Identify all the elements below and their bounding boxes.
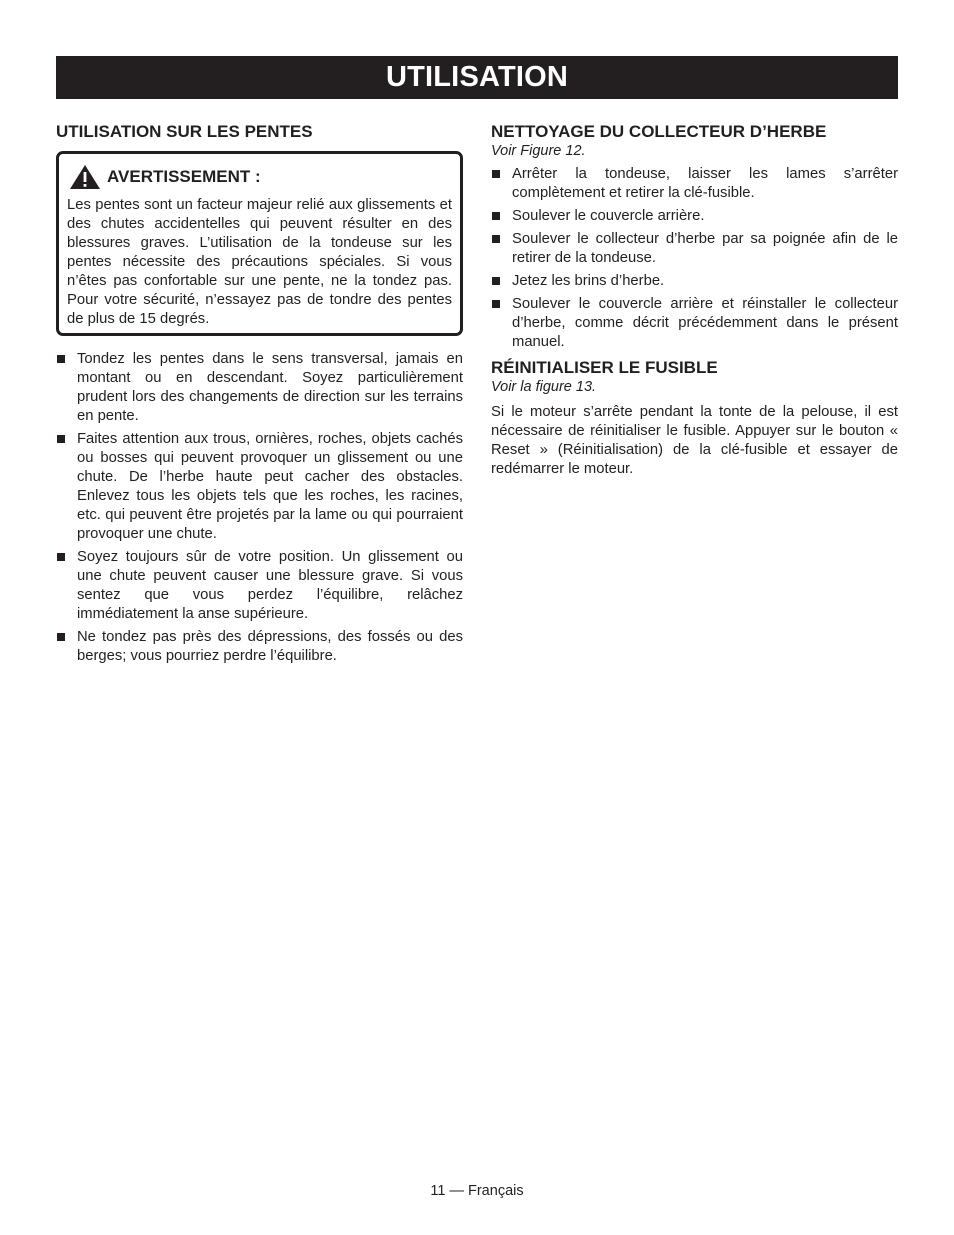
warning-title: AVERTISSEMENT : (107, 167, 261, 186)
warning-triangle-icon (69, 164, 101, 190)
bullet-square-icon (57, 633, 65, 641)
list-item-text: Faites attention aux trous, ornières, roches, objets cachés ou bosses qui peuvent provoquer un glissement ou une chute. De l’herbe haute peut cacher des obstacles. Enlevez tous les objets tels que les roches, les racines, etc. qui peuvent être projetés par la lame ou qui pourraient provoquer une chute. (77, 431, 463, 542)
page-banner (56, 56, 898, 99)
list-item-text: Soulever le couvercle arrière. (512, 208, 705, 224)
list-item-text: Ne tondez pas près des dépressions, des fossés ou des berges; vous pourriez perdre l’équilibre. (77, 629, 463, 664)
bullet-square-icon (492, 235, 500, 243)
bullet-square-icon (492, 277, 500, 285)
slopes-heading: UTILISATION SUR LES PENTES (56, 122, 313, 141)
list-item (491, 165, 898, 203)
right-column (491, 122, 898, 479)
warning-box (56, 151, 463, 336)
list-item (56, 430, 463, 544)
list-item (491, 207, 898, 226)
list-item (491, 272, 898, 291)
list-item-text: Arrêter la tondeuse, laisser les lames s’arrêter complètement et retirer la clé-fusible. (512, 166, 898, 201)
list-item (56, 548, 463, 624)
bullet-square-icon (492, 212, 500, 220)
list-item-text: Soyez toujours sûr de votre position. Un glissement ou une chute peuvent causer une blessure grave. Si vous sentez que vous perdez l’équilibre, relâchez immédiatement la anse supérieure. (77, 549, 463, 622)
reset-fuse-text: Si le moteur s’arrête pendant la tonte de la pelouse, il est nécessaire de réinitialiser le fusible. Appuyer sur le bouton « Reset » (Réinitialisation) de la clé-fusible et essayer de redémarrer le moteur. (491, 404, 898, 477)
page-footer (0, 1182, 954, 1200)
bullet-square-icon (492, 300, 500, 308)
list-item (491, 295, 898, 352)
collector-bullet-list (491, 165, 898, 352)
list-item (491, 230, 898, 268)
warning-text: Les pentes sont un facteur majeur relié aux glissements et des chutes accidentelles qui peuvent résulter en des blessures graves. L’utilisation de la tondeuse sur les pentes nécessite des précautions spéciales. Si vous n’êtes pas confortable sur une pente, ne la tondez pas. Pour votre sécurité, n’essayez pas de tondre des pentes de plus de 15 degrés. (67, 197, 452, 327)
grass-collector-heading: NETTOYAGE DU COLLECTEUR D’HERBE (491, 122, 827, 141)
list-item-text: Jetez les brins d’herbe. (512, 273, 665, 289)
page-number: 11 — Français (430, 1183, 524, 1199)
list-item (56, 628, 463, 666)
list-item-text: Soulever le collecteur d’herbe par sa poignée afin de le retirer de la tondeuse. (512, 231, 898, 266)
banner-title: UTILISATION (385, 61, 569, 93)
list-item (56, 350, 463, 426)
figure-reference: Voir Figure 12. (491, 143, 586, 159)
bullet-square-icon (492, 170, 500, 178)
slopes-bullet-list (56, 350, 463, 666)
list-item-text: Soulever le couvercle arrière et réinstaller le collecteur d’herbe, comme décrit précédemment dans le présent manuel. (512, 296, 898, 350)
bullet-square-icon (57, 435, 65, 443)
reset-fuse-heading: RÉINITIALISER LE FUSIBLE (491, 358, 718, 377)
bullet-square-icon (57, 553, 65, 561)
list-item-text: Tondez les pentes dans le sens transversal, jamais en montant ou en descendant. Soyez particulièrement prudent lors des changements de direction sur les terrains en pente. (77, 351, 463, 424)
left-column (56, 122, 463, 670)
figure-reference: Voir la figure 13. (491, 379, 597, 395)
warning-header (67, 164, 452, 190)
bullet-square-icon (57, 355, 65, 363)
